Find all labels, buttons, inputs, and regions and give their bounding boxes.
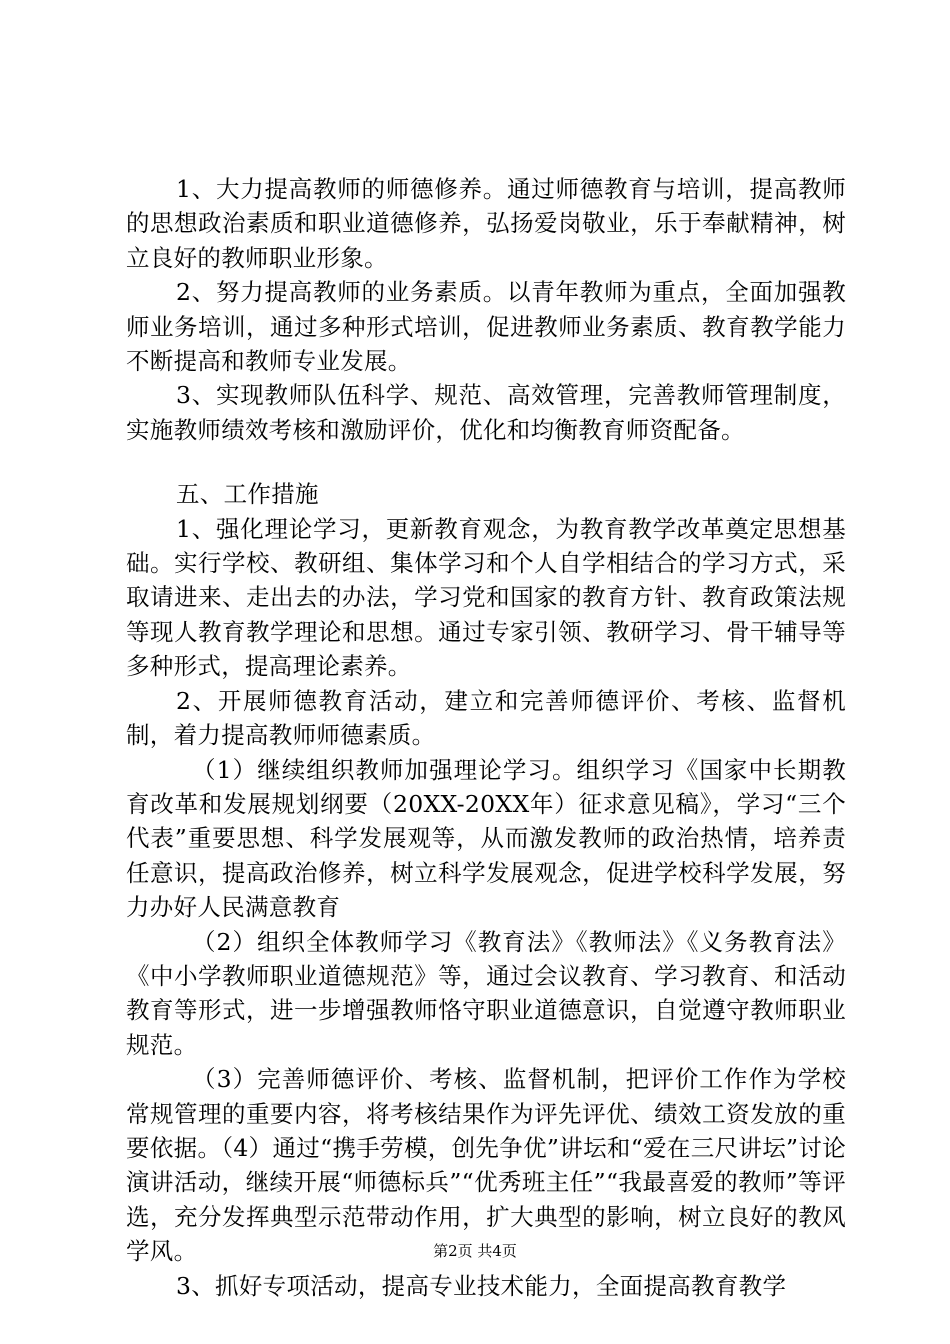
goal-paragraph-1: 1、大力提高教师的师德修养。通过师德教育与培训，提高教师的思想政治素质和职业道德修养，弘扬爱岗敬业，乐于奉献精神，树立良好的教师职业形象。: [126, 175, 846, 272]
sub-item-2: （2）组织全体教师学习《教育法》《教师法》《义务教育法》《中小学教师职业道德规范》等，通过会议教育、学习教育、和活动教育等形式，进一步增强教师恪守职业道德意识，自觉遵守教师职业规范。: [126, 927, 846, 1059]
page-number-footer: 第2页 共4页: [433, 1242, 517, 1260]
goal-paragraph-3: 3、实现教师队伍科学、规范、高效管理，完善教师管理制度，实施教师绩效考核和激励评价，优化和均衡教育师资配备。: [126, 381, 846, 444]
section-spacer: [126, 447, 846, 477]
measure-paragraph-1: 1、强化理论学习，更新教育观念，为教育教学改革奠定思想基础。实行学校、教研组、集体学习和个人自学相结合的学习方式，采取请进来、走出去的办法，学习党和国家的教育方针、教育政策法规等现人教育教学理论和思想。通过专家引领、教研学习、骨干辅导等多种形式，提高理论素养。: [126, 514, 846, 681]
sub-item-3: （3）完善师德评价、考核、监督机制，把评价工作作为学校常规管理的重要内容，将考核结果作为评先评优、绩效工资发放的重要依据。（4）通过“携手劳模，创先争优”讲坛和“爱在三尺讲坛”讨论演讲活动，继续开展“师德标兵”“优秀班主任”“我最喜爱的教师”等评选，充分发挥典型示范带动作用，扩大典型的影响，树立良好的教风学风。: [126, 1065, 846, 1266]
measure-paragraph-2: 2、开展师德教育活动，建立和完善师德评价、考核、监督机制，着力提高教师师德素质。: [126, 686, 846, 750]
measure-paragraph-3: 3、抓好专项活动，提高专业技术能力，全面提高教育教学: [176, 1271, 787, 1300]
goal-paragraph-2: 2、努力提高教师的业务素质。以青年教师为重点，全面加强教师业务培训，通过多种形式培训，促进教师业务素质、教育教学能力不断提高和教师专业发展。: [126, 278, 846, 376]
document-body: [126, 172, 846, 1303]
sub-item-1: （1）继续组织教师加强理论学习。组织学习《国家中长期教育改革和发展规划纲要（20XX-20XX年）征求意见稿》，学习“三个代表”重要思想、科学发展观等，从而激发教师的政治热情，培养责任意识，提高政治修养，树立科学发展观念，促进学校科学发展，努力办好人民满意教育: [126, 755, 846, 922]
section-heading: 五、工作措施: [176, 480, 319, 509]
